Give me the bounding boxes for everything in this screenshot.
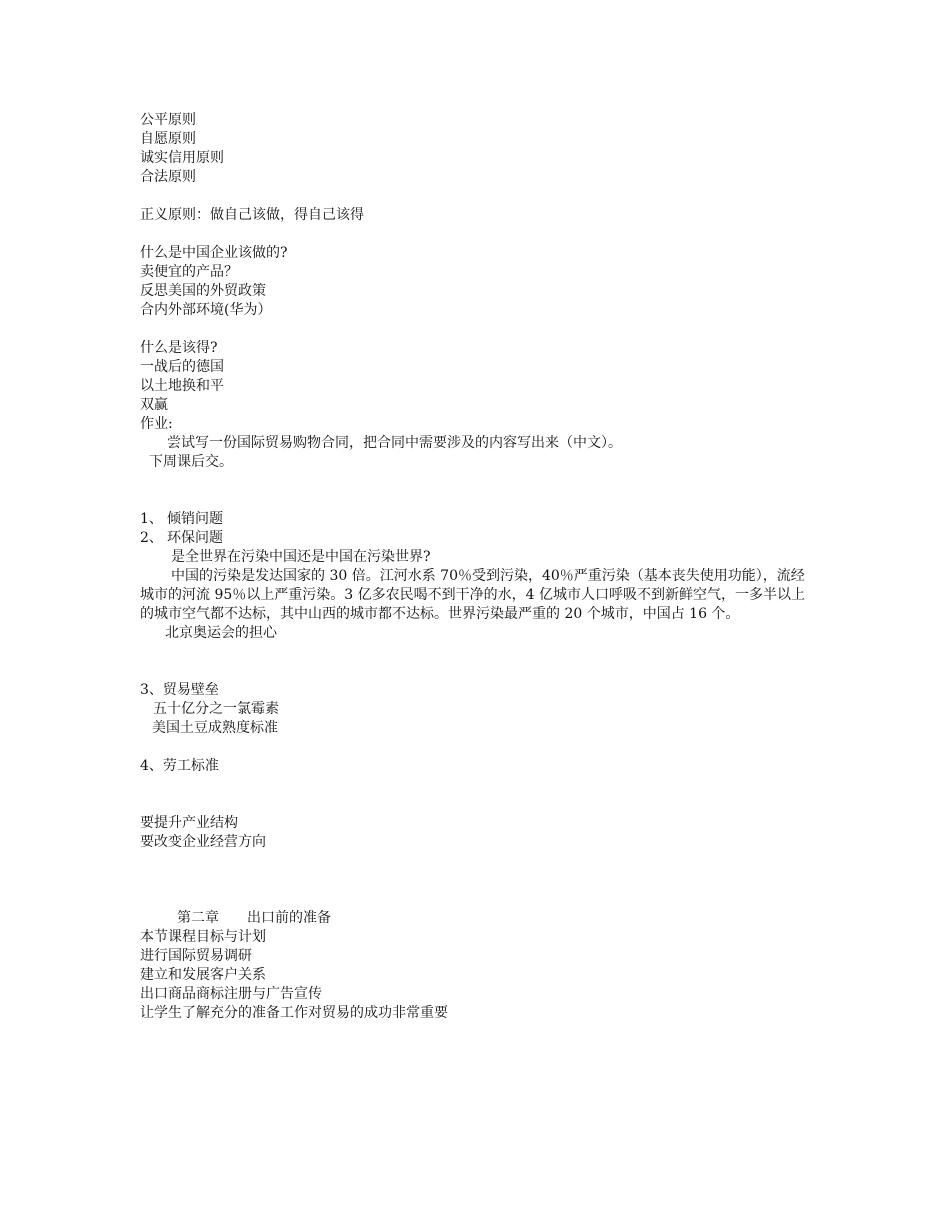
action-line: 要改变企业经营方向 bbox=[140, 834, 266, 850]
homework-due: 下周课后交。 bbox=[149, 454, 233, 470]
trade-barrier-example: 美国土豆成熟度标准 bbox=[152, 720, 278, 736]
chapter-item: 出口商品商标注册与广告宣传 bbox=[140, 986, 322, 1002]
list-text: 倾销问题 bbox=[167, 511, 223, 527]
list-number: 1、 bbox=[140, 511, 163, 527]
olympics-concern: 北京奥运会的担心 bbox=[165, 625, 277, 641]
should-do-question: 什么是中国企业该做的? bbox=[140, 245, 288, 261]
chapter-item: 建立和发展客户关系 bbox=[140, 967, 266, 983]
should-do-item: 反思美国的外贸政策 bbox=[140, 283, 266, 299]
document-body bbox=[140, 111, 810, 1023]
trade-barrier-example: 五十亿分之一氯霉素 bbox=[153, 701, 279, 717]
chapter-item: 本节课程目标与计划 bbox=[140, 929, 266, 945]
should-get-item: 双赢 bbox=[140, 397, 168, 413]
principle-line: 自愿原则 bbox=[140, 131, 196, 147]
should-do-item: 卖便宜的产品？ bbox=[140, 264, 238, 280]
issue-item-labor: 4、劳工标准 bbox=[140, 758, 219, 774]
homework-task: 尝试写一份国际贸易购物合同，把合同中需要涉及的内容写出来（中文）。 bbox=[167, 435, 622, 451]
action-line: 要提升产业结构 bbox=[140, 815, 238, 831]
list-number: 2、 bbox=[140, 530, 163, 546]
pollution-paragraph: 中国的污染是发达国家的 30 倍。江河水系 70％受到污染，40％严重污染（基本丧失使用功能），流经城市的河流 95％以上严重污染。3 亿多农民喝不到干净的水，4 亿城市人口呼吸不到新鲜空气，一多半以上的城市空气都不达标，其中山西的城市都不达标。世界污染最严重的 20 个城市，中国占 16 个。 bbox=[140, 568, 805, 622]
should-get-question: 什么是该得? bbox=[140, 340, 218, 356]
issue-item-environment bbox=[140, 529, 810, 548]
list-text: 环保问题 bbox=[167, 530, 223, 546]
principle-line: 诚实信用原则 bbox=[140, 150, 224, 166]
should-get-item: 一战后的德国 bbox=[140, 359, 224, 375]
chapter-item: 进行国际贸易调研 bbox=[140, 948, 252, 964]
principle-line: 公平原则 bbox=[140, 112, 196, 128]
pollution-question: 是全世界在污染中国还是中国在污染世界? bbox=[171, 549, 431, 565]
principle-line: 合法原则 bbox=[140, 169, 196, 185]
chapter-title: 第二章 出口前的准备 bbox=[177, 910, 331, 926]
homework-label: 作业: bbox=[140, 416, 173, 432]
should-do-item: 合内外部环境(华为） bbox=[140, 302, 272, 318]
justice-principle: 正义原则：做自己该做，得自己该得 bbox=[140, 207, 364, 223]
chapter-item: 让学生了解充分的准备工作对贸易的成功非常重要 bbox=[140, 1005, 448, 1021]
issue-item-dumping bbox=[140, 510, 810, 529]
should-get-item: 以土地换和平 bbox=[140, 378, 224, 394]
issue-item-trade-barrier: 3、贸易壁垒 bbox=[140, 682, 219, 698]
